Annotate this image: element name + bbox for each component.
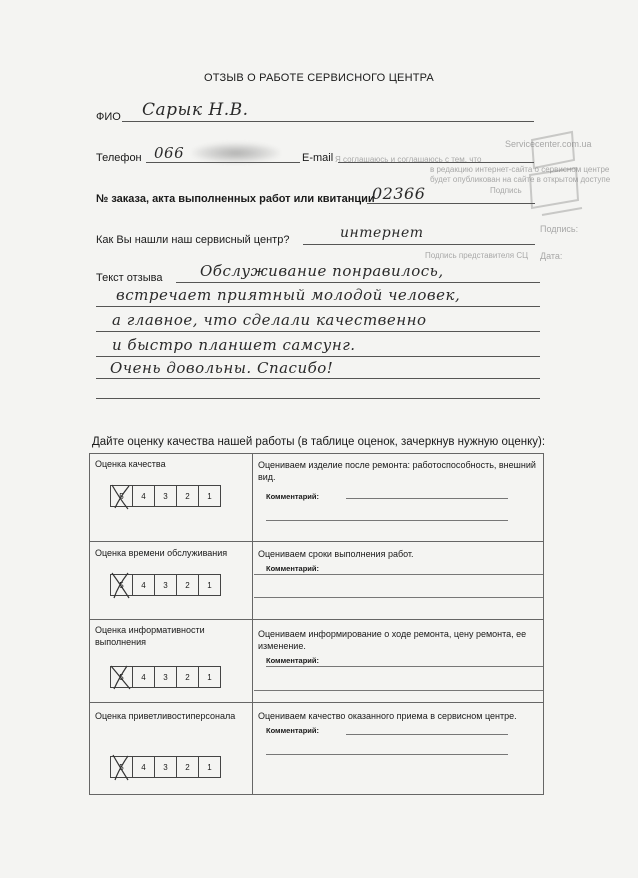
category-informativeness: Оценка информативности выполнения <box>95 625 205 647</box>
cross-mark-icon <box>108 662 134 692</box>
cross-mark-icon <box>108 481 134 511</box>
review-line-2 <box>96 306 540 307</box>
score-value: 5 <box>119 580 124 590</box>
description-informativeness: Оцениваем информирование о ходе ремонта, цену ремонта, ее изменение. <box>258 629 527 651</box>
description-quality: Оцениваем изделие после ремонта: работоспособность, внешний вид. <box>258 460 536 482</box>
category-quality: Оценка качества <box>95 459 166 469</box>
review-line-5 <box>96 378 540 379</box>
category-friendliness: Оценка приветливостиперсонала <box>95 711 236 721</box>
score-2[interactable]: 2 <box>177 486 199 506</box>
found-value[interactable]: интернет <box>340 225 424 241</box>
comment-label-time: Комментарий: <box>266 564 320 573</box>
fio-value[interactable]: Сарык Н.В. <box>142 100 249 120</box>
score-3[interactable]: 3 <box>155 575 177 595</box>
score-selector-informativeness[interactable] <box>110 666 221 688</box>
found-label: Как Вы нашли наш сервисный центр? <box>96 234 290 246</box>
fio-line <box>122 121 534 122</box>
row-divider-3 <box>90 702 543 703</box>
order-value[interactable]: 02366 <box>372 184 426 203</box>
row-divider-1 <box>90 541 543 542</box>
bleed-podpis: Подпись: <box>540 224 579 234</box>
review-text-5[interactable]: Очень довольны. Спасибо! <box>110 359 334 377</box>
score-value: 5 <box>119 491 124 501</box>
phone-label: Телефон <box>96 152 142 164</box>
score-3[interactable]: 3 <box>155 757 177 777</box>
comment-label-friendliness: Комментарий: <box>266 726 320 735</box>
score-3[interactable]: 3 <box>155 486 177 506</box>
rating-table <box>89 453 544 795</box>
form-title: ОТЗЫВ О РАБОТЕ СЕРВИСНОГО ЦЕНТРА <box>204 72 434 84</box>
description-time: Оцениваем сроки выполнения работ. <box>258 549 414 559</box>
comment-line-friendliness-1 <box>346 734 508 735</box>
score-2[interactable]: 2 <box>177 667 199 687</box>
review-text-4[interactable]: и быстро планшет самсунг. <box>112 336 356 354</box>
order-label: № заказа, акта выполненных работ или квитанции <box>96 193 375 205</box>
comment-line-time-2 <box>254 597 543 598</box>
review-text-2[interactable]: встречает приятный молодой человек, <box>116 286 461 304</box>
bleed-rep: Подпись представителя СЦ <box>425 251 529 260</box>
comment-line-informativeness-2 <box>254 690 543 691</box>
score-4[interactable]: 4 <box>133 667 155 687</box>
score-4[interactable]: 4 <box>133 757 155 777</box>
score-1[interactable]: 1 <box>207 762 212 772</box>
comment-line-quality-1 <box>346 498 508 499</box>
score-value: 5 <box>119 672 124 682</box>
comment-label-quality: Комментарий: <box>266 492 320 501</box>
comment-line-friendliness-2 <box>266 754 508 755</box>
review-line-4 <box>96 356 540 357</box>
fio-label: ФИО <box>96 111 121 123</box>
comment-label-informativeness: Комментарий: <box>266 656 320 665</box>
score-2[interactable]: 2 <box>177 757 199 777</box>
score-3[interactable]: 3 <box>155 667 177 687</box>
score-1[interactable]: 1 <box>207 672 212 682</box>
bleed-sign: Подпись <box>490 186 522 195</box>
bleed-line-2: в редакцию интернет-сайта о сервисном центре <box>430 165 610 174</box>
score-1[interactable]: 1 <box>207 491 212 501</box>
phone-value[interactable]: 066 <box>154 144 185 162</box>
row-divider-2 <box>90 619 543 620</box>
bleed-line-1: Я соглашаюсь и соглашаюсь с тем, что <box>335 155 482 164</box>
score-value: 5 <box>119 762 124 772</box>
cross-mark-icon <box>108 752 134 782</box>
review-text-3[interactable]: а главное, что сделали качественно <box>112 311 427 329</box>
comment-line-time-1 <box>254 574 543 575</box>
score-5[interactable] <box>111 486 133 506</box>
order-line <box>367 203 535 204</box>
email-label: E-mail <box>302 152 334 164</box>
score-selector-time[interactable] <box>110 574 221 596</box>
bleed-site: Servicecenter.com.ua <box>505 139 592 149</box>
score-5[interactable] <box>111 667 133 687</box>
cross-mark-icon <box>108 570 134 600</box>
score-2[interactable]: 2 <box>177 575 199 595</box>
rating-heading: Дайте оценку качества нашей работы (в таблице оценок, зачеркнув нужную оценку): <box>92 436 546 448</box>
score-4[interactable]: 4 <box>133 575 155 595</box>
score-selector-quality[interactable] <box>110 485 221 507</box>
description-friendliness: Оцениваем качество оказанного приема в сервисном центре. <box>258 711 517 721</box>
comment-line-informativeness-1 <box>266 666 543 667</box>
score-1[interactable]: 1 <box>207 580 212 590</box>
score-selector-friendliness[interactable] <box>110 756 221 778</box>
bleed-data: Дата: <box>540 251 563 261</box>
score-4[interactable]: 4 <box>133 486 155 506</box>
email-line <box>338 162 534 163</box>
review-label: Текст отзыва <box>96 272 163 284</box>
bleed-line-3: будет опубликован на сайте в открытом доступе <box>430 175 611 184</box>
review-line-3 <box>96 331 540 332</box>
rating-table-divider <box>252 454 253 794</box>
found-line <box>303 244 535 245</box>
stamp-bleed-icon <box>512 120 592 230</box>
review-line-1 <box>176 282 540 283</box>
phone-redaction <box>192 143 280 163</box>
category-time: Оценка времени обслуживания <box>95 548 228 558</box>
review-line-6 <box>96 398 540 399</box>
comment-line-quality-2 <box>266 520 508 521</box>
review-text-1[interactable]: Обслуживание понравилось, <box>200 262 444 280</box>
score-5[interactable] <box>111 575 133 595</box>
score-5[interactable] <box>111 757 133 777</box>
